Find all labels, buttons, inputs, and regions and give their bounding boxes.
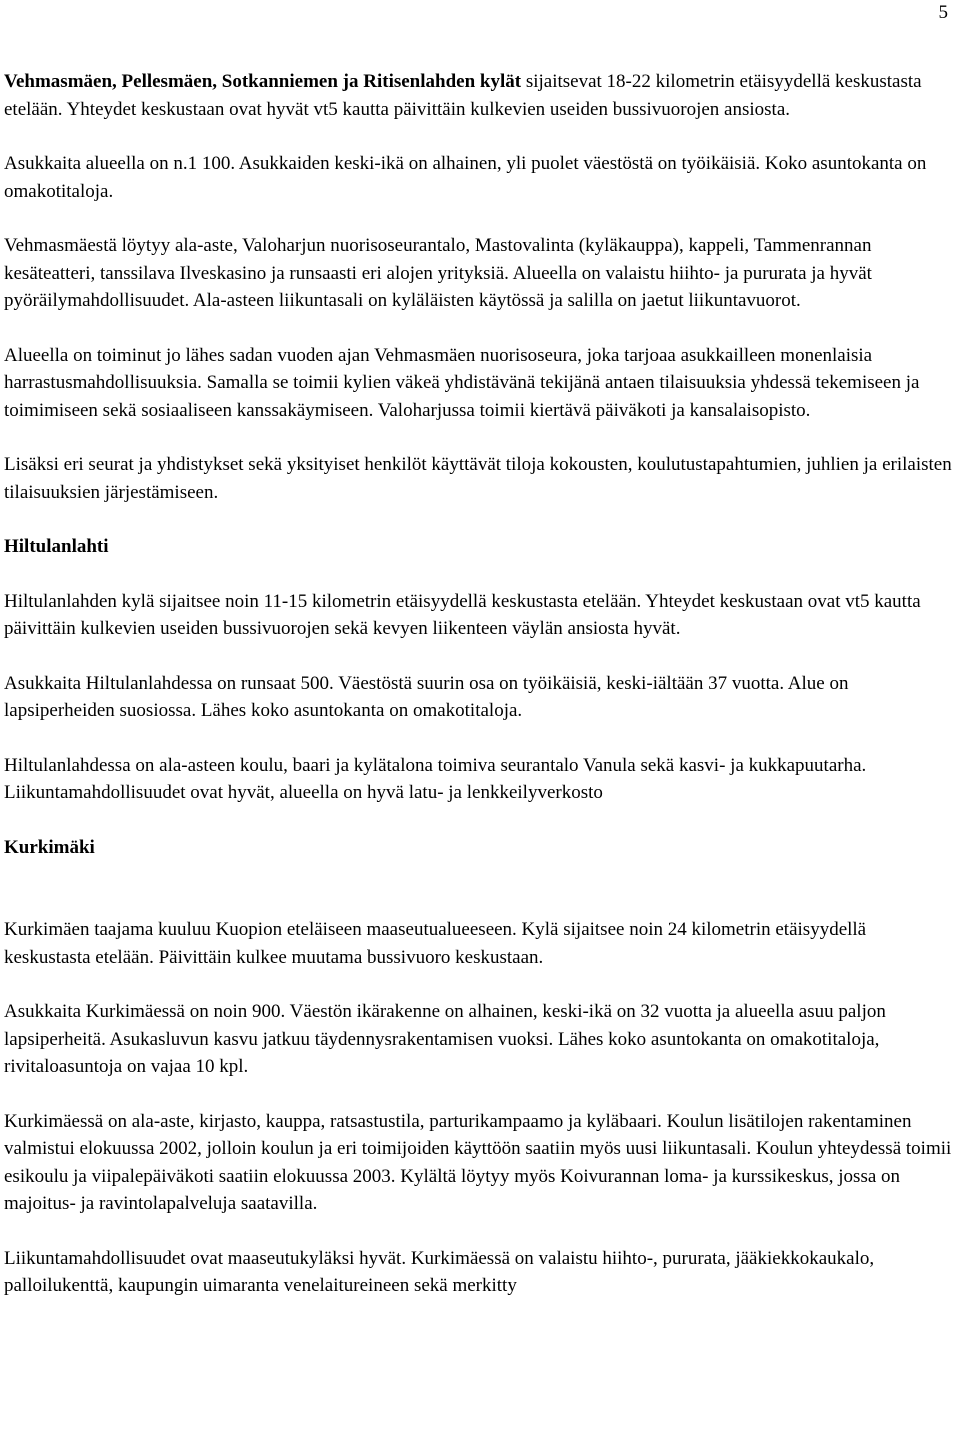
villages-youth-association-paragraph: Alueella on toiminut jo lähes sadan vuoden ajan Vehmasmäen nuorisoseura, joka tarjoaa asukkailleen monenlaisia harrastusmahdollisuuksia. Samalla se toimii kylien väkeä yhdistävänä tekijänä antaen tilaisuuksia yhdessä tekemiseen ja toimimiseen sekä sosiaaliseen kanssakäymiseen. Valoharjussa toimii kiertävä päiväkoti ja kansalaisopisto. [4, 344, 920, 421]
kurkimaki-heading: Kurkimäki [4, 836, 95, 858]
villages-names-bold: Vehmasmäen, Pellesmäen, Sotkanniemen ja Ritisenlahden kylät [4, 71, 522, 92]
kurkimaki-sports-paragraph: Liikuntamahdollisuudet ovat maaseutukyläksi hyvät. Kurkimäessä on valaistu hiihto-, pururata, jääkiekkokaukalo, palloilukenttä, kaupungin uimaranta venelaitureineen sekä merkitty [4, 1247, 875, 1296]
hiltulanlahti-services-paragraph: Hiltulanlahdessa on ala-asteen koulu, baari ja kylätalona toimiva seurantalo Vanula sekä kasvi- ja kukkapuutarha. Liikuntamahdollisuudet ovat hyvät, alueella on hyvä latu- ja lenkkeilyverkosto [4, 754, 867, 803]
villages-services-paragraph: Vehmasmäestä löytyy ala-aste, Valoharjun nuorisoseurantalo, Mastovalinta (kyläkauppa), kappeli, Tammenrannan kesäteatteri, tanssilava Ilveskasino ja runsaasti eri alojen yrityksiä. Alueella on valaistu hiihto- ja pururata ja hyvät pyöräilymahdollisuudet. Ala-asteen liikuntasali on kyläläisten käytössä ja salilla on jaetut liikuntavuorot. [4, 235, 872, 311]
villages-facilities-use-paragraph: Lisäksi eri seurat ja yhdistykset sekä yksityiset henkilöt käyttävät tiloja kokousten, koulutustapahtumien, juhlien ja erilaisten tilaisuuksien järjestämiseen. [4, 454, 952, 503]
hiltulanlahti-heading: Hiltulanlahti [4, 536, 109, 557]
kurkimaki-location-paragraph: Kurkimäen taajama kuuluu Kuopion eteläiseen maaseutualueeseen. Kylä sijaitsee noin 24 kilometrin etäisyydellä keskustasta etelään. Päivittäin kulkee muutama bussivuoro keskustaan. [4, 919, 867, 968]
villages-intro-paragraph [4, 68, 954, 123]
hiltulanlahti-location-paragraph: Hiltulanlahden kylä sijaitsee noin 11-15 kilometrin etäisyydellä keskustasta etelään. Yhteydet keskustaan ovat vt5 kautta päivittäin kulkevien useiden bussivuorojen sekä kevyen liikenteen väylän ansiosta hyvät. [4, 590, 921, 639]
villages-population-paragraph: Asukkaita alueella on n.1 100. Asukkaiden keski-ikä on alhainen, yli puolet väestöstä on työikäisiä. Koko asuntokanta on omakotitaloja. [4, 153, 927, 202]
kurkimaki-population-paragraph: Asukkaita Kurkimäessä on noin 900. Väestön ikärakenne on alhainen, keski-ikä on 32 vuotta ja alueella asuu paljon lapsiperheitä. Asukasluvun kasvu jatkuu täydennysrakentamisen vuoksi. Lähes koko asuntokanta on omakotitaloja, rivitaloasuntoja on vajaa 10 kpl. [4, 1001, 886, 1077]
page-number: 5 [938, 2, 948, 23]
hiltulanlahti-population-paragraph: Asukkaita Hiltulanlahdessa on runsaat 500. Väestöstä suurin osa on työikäisiä, keski-iältään 37 vuotta. Alue on lapsiperheiden suosiossa. Lähes koko asuntokanta on omakotitaloja. [4, 672, 849, 721]
document-body [4, 68, 954, 1327]
villages-intro-text: sijaitsevat 18-22 kilometrin etäisyydellä keskustasta etelään. Yhteydet keskustaan ovat hyvät vt5 kautta päivittäin kulkevien useiden bussivuorojen ansiosta. [4, 71, 922, 120]
kurkimaki-services-paragraph: Kurkimäessä on ala-aste, kirjasto, kauppa, ratsastustila, parturikampaamo ja kyläbaari. Koulun lisätilojen rakentaminen valmistui elokuussa 2002, jolloin koulun ja eri toimijoiden käyttöön saatiin myös uusi liikuntasali. Koulun yhteydessä toimii esikoulu ja viipalepäiväkoti saatiin elokuussa 2003. Kylältä löytyy myös Koivurannan loma- ja kurssikeskus, jossa on majoitus- ja ravintolapalveluja saatavilla. [4, 1110, 952, 1214]
